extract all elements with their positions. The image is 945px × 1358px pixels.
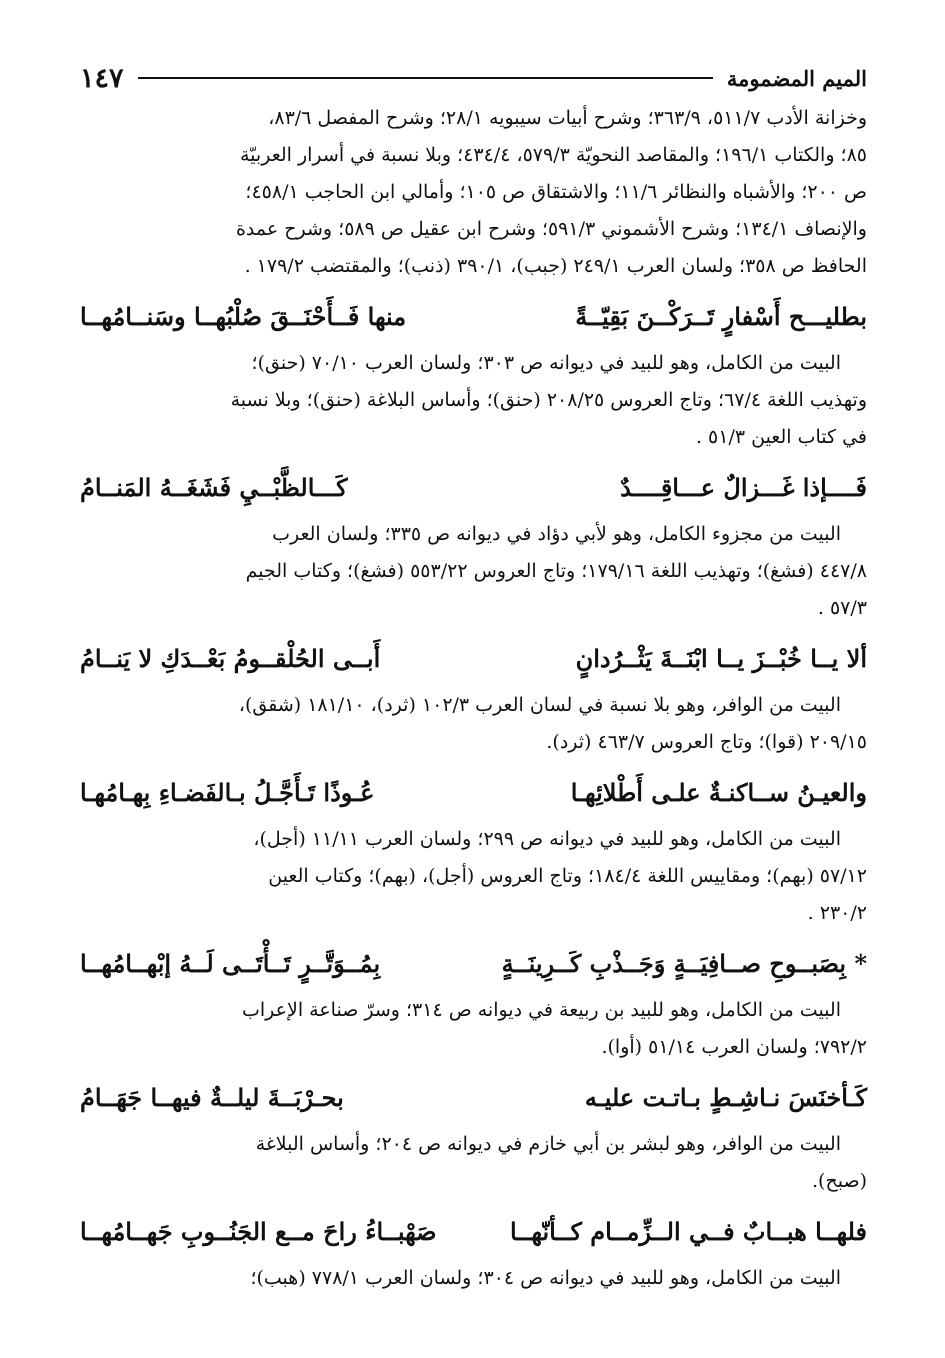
citation-line: ٢٣٠/٢ . xyxy=(807,902,867,924)
verse-line xyxy=(80,633,867,683)
verse-second-hemistich: عُـوذًا تَـأَجَّـلُ بـالفَضـاءِ بِهـامُهـا xyxy=(80,777,375,807)
citation-line: البيت من الوافر، وهو بلا نسبة في لسان العرب ١٠٢/٣ (ثرد)، ١٨١/١٠ (شقق)، xyxy=(238,694,841,716)
verse-second-hemistich: صَهْبــاءُ راحَ مــع الجَنُــوبِ جَهــامُهــا xyxy=(80,1216,437,1246)
verse-second-hemistich: بحـرْبَــةَ ليلــةٌ فيهــا جَهَــامُ xyxy=(80,1082,344,1112)
chapter-title: الميم المضمومة xyxy=(726,65,867,91)
citation-line: وتهذيب اللغة ٦٧/٤؛ وتاج العروس ٢٠٨/٢٥ (حنق)؛ وأساس البلاغة (حنق)؛ وبلا نسبة xyxy=(230,389,867,411)
page-number: ١٤٧ xyxy=(80,62,124,94)
citation-line: البيت من الوافر، وهو لبشر بن أبي خازم في ديوانه ص ٢٠٤؛ وأساس البلاغة xyxy=(255,1133,841,1155)
citation-line: البيت من الكامل، وهو للبيد في ديوانه ص ٣٠٤؛ ولسان العرب ٧٧٨/١ (هبب)؛ xyxy=(250,1267,841,1289)
verse-line xyxy=(80,938,867,988)
citation-line: البيت من الكامل، وهو للبيد بن ربيعة في ديوانه ص ٣١٤؛ وسرّ صناعة الإعراب xyxy=(242,999,841,1021)
verse-first-hemistich: فَــــإذا غَـــزالٌ عـــاقِــــدٌ xyxy=(620,472,867,502)
citation-line: ٥٧/١٢ (بهم)؛ ومقاييس اللغة ١٨٤/٤؛ وتاج العروس (أجل)، (بهم)؛ وكتاب العين xyxy=(268,865,867,887)
citation-line: والإنصاف ١٣٤/١؛ وشرح الأشموني ٥٩١/٣؛ وشرح ابن عقيل ص ٥٨٩؛ وشرح عمدة xyxy=(235,218,867,240)
verse-first-hemistich: كَـأخنَسَ نـاشِـطٍ بـاتـت عليـه xyxy=(584,1082,867,1112)
verse-first-hemistich: * بِصَبــوحِ صــافِيَــةٍ وَجَــذْبِ كَــرِينَــةٍ xyxy=(501,948,867,978)
citation-line: (صبح). xyxy=(812,1170,867,1192)
citation-line: البيت من مجزوء الكامل، وهو لأبي دؤاد في ديوانه ص ٣٣٥؛ ولسان العرب xyxy=(272,523,841,545)
citation-line: ص ٢٠٠؛ والأشباه والنظائر ١١/٦؛ والاشتقاق ص ١٠٥؛ وأمالي ابن الحاجب ٤٥٨/١؛ xyxy=(245,181,867,203)
citation-line: في كتاب العين ٥١/٣ . xyxy=(695,426,867,448)
citation-line: البيت من الكامل، وهو للبيد في ديوانه ص ٣٠٣؛ ولسان العرب ٧٠/١٠ (حنق)؛ xyxy=(251,352,841,374)
citation-line: الحافظ ص ٣٥٨؛ ولسان العرب ٢٤٩/١ (جبب)، ٣٩٠/١ (ذنب)؛ والمقتضب ١٧٩/٢ . xyxy=(244,255,867,277)
verse-line xyxy=(80,1072,867,1122)
verse-first-hemistich: ألا يــا خُبْــزَ يــا ابْنَــةَ يَثْــرُدانٍ xyxy=(575,643,867,673)
citation-line: ٧٩٢/٢؛ ولسان العرب ٥١/١٤ (أوا). xyxy=(601,1036,867,1058)
verse-line xyxy=(80,291,867,341)
page-body xyxy=(80,100,867,1297)
citation-line: ٢٠٩/١٥ (قوا)؛ وتاج العروس ٤٦٣/٧ (ثرد). xyxy=(546,731,867,753)
citation-line: وخزانة الأدب ٥١١/٧، ٣٦٣/٩؛ وشرح أبيات سيبويه ٢٨/١؛ وشرح المفصل ٨٣/٦، xyxy=(268,107,867,129)
citation-line: ٤٤٧/٨ (فشغ)؛ وتهذيب اللغة ١٧٩/١٦؛ وتاج العروس ٥٥٣/٢٢ (فشغ)؛ وكتاب الجيم xyxy=(245,560,867,582)
verse-second-hemistich: أَبــى الحُلْقــومُ بَعْــدَكِ لا يَنــامُ xyxy=(80,643,381,673)
header-rule xyxy=(138,77,713,79)
verse-first-hemistich: فلهــا هبــابٌ فــي الــزِّمــام كــأنّهــا xyxy=(510,1216,867,1246)
verse-line xyxy=(80,767,867,817)
verse-first-hemistich: بطليـــح أَسْفارٍ تَــرَكْــنَ بَقِيّــةً xyxy=(575,301,867,331)
running-header xyxy=(80,58,867,98)
verse-first-hemistich: والعيـنُ ســاكنـةٌ علـى أَطْلائِهـا xyxy=(570,777,867,807)
citation-line: البيت من الكامل، وهو للبيد في ديوانه ص ٢٩٩؛ ولسان العرب ١١/١١ (أجل)، xyxy=(253,828,841,850)
citation-line: ٨٥؛ والكتاب ١٩٦/١؛ والمقاصد النحويّة ٥٧٩/٣، ٤٣٤/٤؛ وبلا نسبة في أسرار العربيّة xyxy=(240,144,867,166)
verse-second-hemistich: كَـــالظَّبْــيِ فَشَغَــهُ المَنــامُ xyxy=(80,472,348,502)
verse-line xyxy=(80,462,867,512)
citation-line: ٥٧/٣ . xyxy=(817,597,867,619)
verse-second-hemistich: منها فَــأَحْنَــقَ صُلْبُهــا وسَنــامُهــا xyxy=(80,301,407,331)
verse-line xyxy=(80,1206,867,1256)
verse-second-hemistich: بِمُــوَتَّــرٍ تَــأْتَــى لَــهُ إبْهــامُهــا xyxy=(80,948,381,978)
